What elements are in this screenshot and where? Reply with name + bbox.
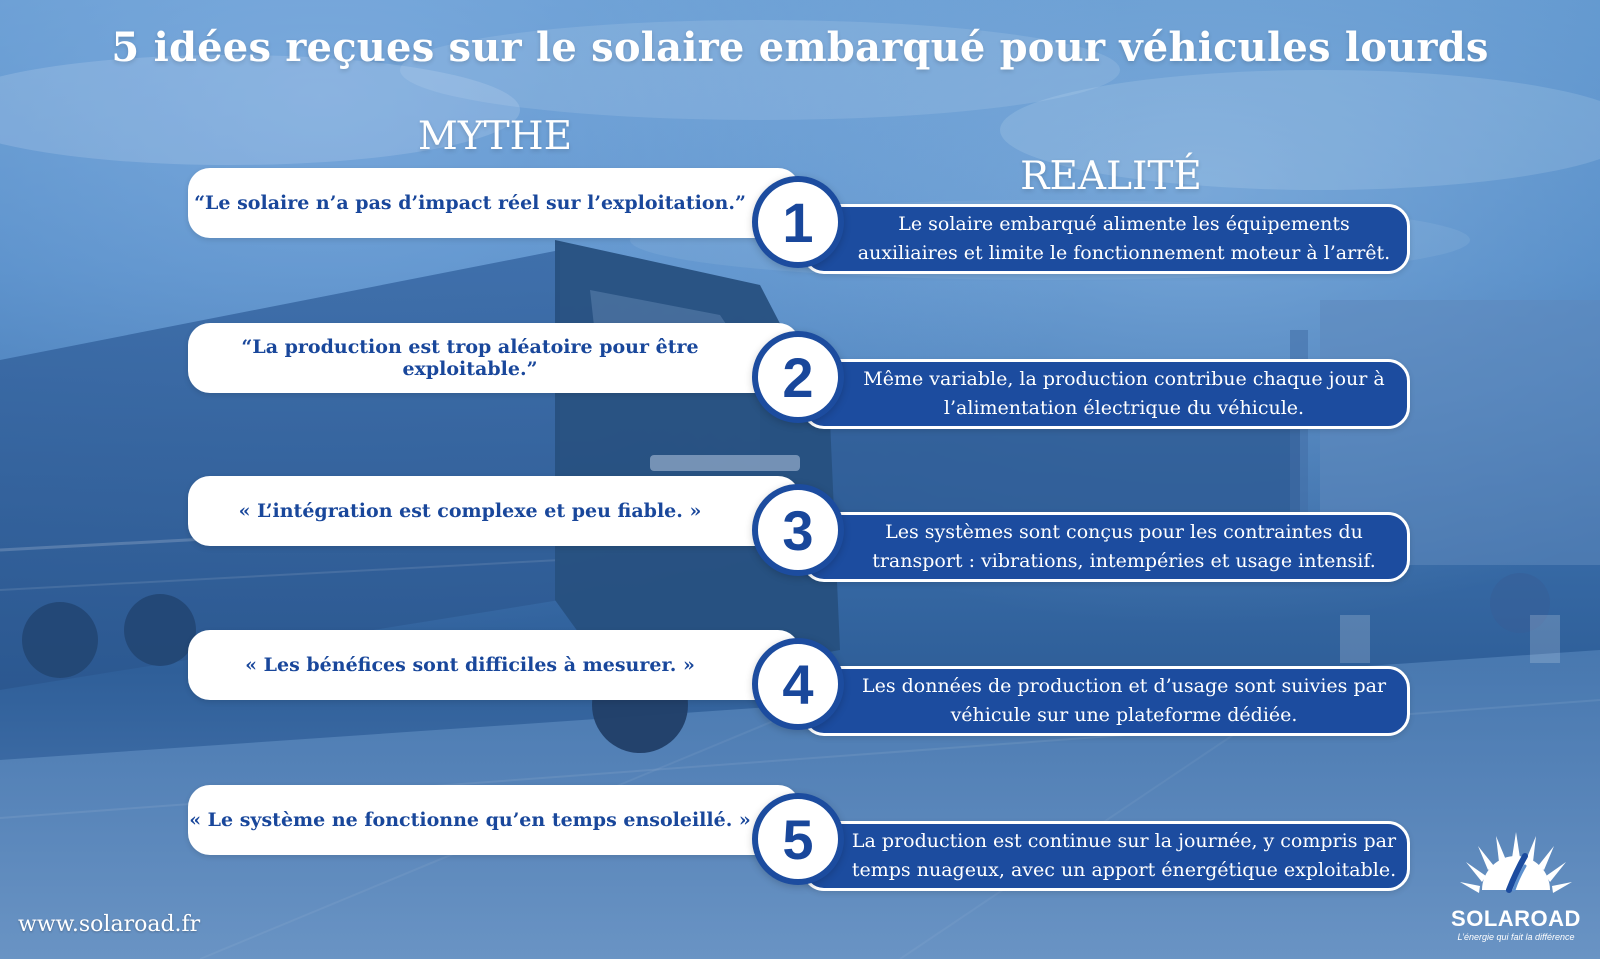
page-title: 5 idées reçues sur le solaire embarqué pour véhicules lourds xyxy=(111,24,1489,71)
myth-reality-row xyxy=(0,476,1600,588)
reality-card: Même variable, la production contribue chaque jour à l’alimentation électrique du véhicule. xyxy=(802,359,1410,429)
reality-card: La production est continue sur la journée, y compris par temps nuageux, avec un apport énergétique exploitable. xyxy=(802,821,1410,891)
number-badge: 5 xyxy=(752,793,844,885)
myth-card: « Les bénéfices sont difficiles à mesurer. » xyxy=(188,630,800,700)
website-link[interactable]: www.solaroad.fr xyxy=(18,912,201,937)
myth-heading: MYTHE xyxy=(417,114,573,159)
myth-card: « L’intégration est complexe et peu fiable. » xyxy=(188,476,800,546)
brand-logo xyxy=(1446,832,1586,946)
number-badge: 2 xyxy=(752,331,844,423)
reality-card: Le solaire embarqué alimente les équipements auxiliaires et limite le fonctionnement moteur à l’arrêt. xyxy=(802,204,1410,274)
myth-reality-row xyxy=(0,630,1600,742)
myth-card: « Le système ne fonctionne qu’en temps ensoleillé. » xyxy=(188,785,800,855)
myth-card: “Le solaire n’a pas d’impact réel sur l’exploitation.” xyxy=(188,168,800,238)
number-badge: 1 xyxy=(752,176,844,268)
brand-tagline: L’énergie qui fait la différence xyxy=(1457,932,1575,942)
myth-reality-row xyxy=(0,168,1600,280)
reality-card: Les systèmes sont conçus pour les contraintes du transport : vibrations, intempéries et usage intensif. xyxy=(802,512,1410,582)
brand-name: SOLAROAD xyxy=(1451,906,1581,931)
myth-reality-row xyxy=(0,785,1600,897)
number-badge: 4 xyxy=(752,638,844,730)
myth-reality-row xyxy=(0,323,1600,435)
reality-heading: REALITÉ xyxy=(1020,154,1202,199)
sun-road-icon xyxy=(1460,832,1572,910)
myth-card: “La production est trop aléatoire pour être exploitable.” xyxy=(188,323,800,393)
number-badge: 3 xyxy=(752,484,844,576)
reality-card: Les données de production et d’usage sont suivies par véhicule sur une plateforme dédiée. xyxy=(802,666,1410,736)
